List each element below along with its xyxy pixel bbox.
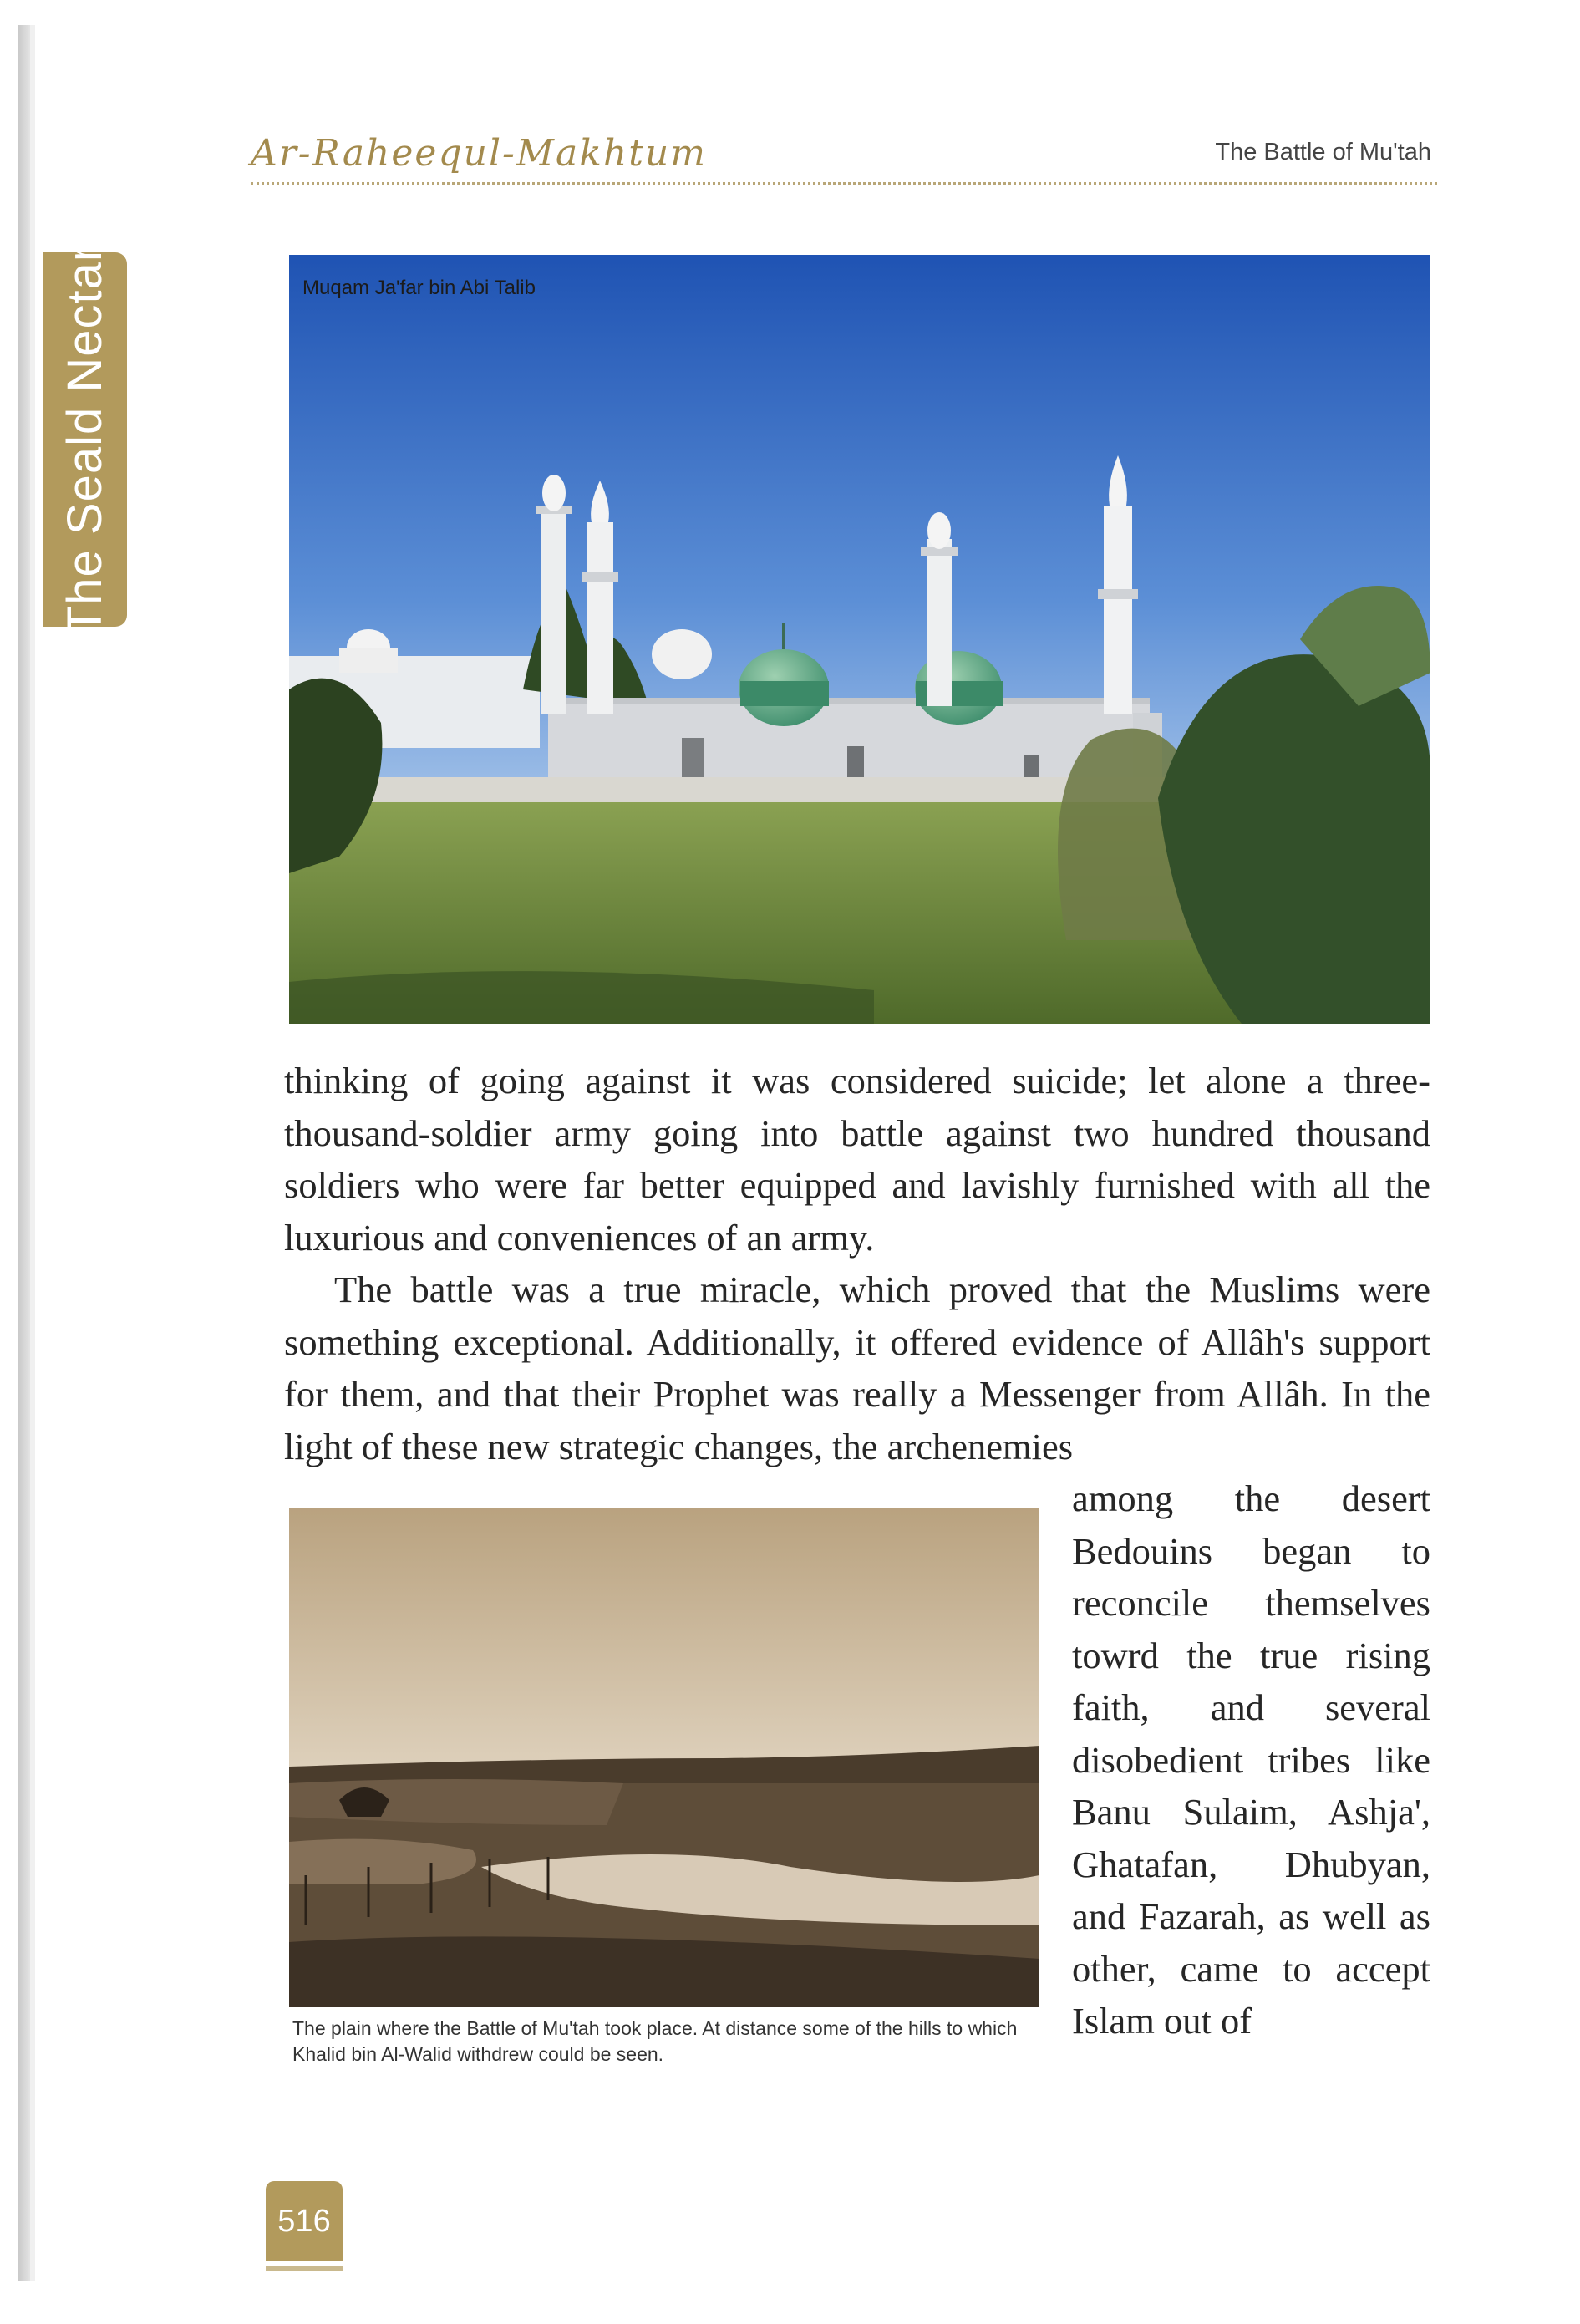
page-edge-highlight <box>30 25 35 2281</box>
plain-photo <box>289 1508 1039 2007</box>
paragraph-1: thinking of going against it was considered suicide; let alone a three-thousand-soldier army going into battle against two hundred thousand soldiers who were far better equipped and lavishly furnished with all the luxurious and conveniences of an army. <box>284 1060 1430 1259</box>
page-edge <box>18 25 30 2281</box>
paragraph-2: The battle was a true miracle, which proved that the Muslims were something exceptional. Additionally, it offered evidence of Allâh's support for them, and that their Prophet was really a Messenger from Allâh. In the light of these new strategic changes, the archenemies <box>284 1269 1430 1467</box>
top-photo-caption: Muqam Ja'far bin Abi Talib <box>302 277 536 299</box>
side-tab <box>43 244 127 635</box>
side-tab-label: The Seald Nectar <box>58 244 113 635</box>
header-rule <box>251 182 1437 185</box>
bottom-photo-caption: The plain where the Battle of Mu'tah took place. At distance some of the hills to which Khalid bin Al-Walid withdrew could be seen. <box>292 2017 1018 2065</box>
chapter-title: The Battle of Mu'tah <box>1215 139 1431 165</box>
mosque-photo <box>289 255 1430 1024</box>
paragraph-3: among the desert Bedouins began to reconcile themselves towrd the true rising faith, and several disobedient tribes like Banu Sulaim, Ashja', Ghatafan, Dhubyan, and Fazarah, as well as other, came to accept Islam out of <box>1072 1477 1430 2042</box>
page-number: 516 <box>266 2181 343 2261</box>
page-number-rule <box>266 2266 343 2271</box>
book-title: Ar-Raheequl-Makhtum <box>251 132 707 175</box>
